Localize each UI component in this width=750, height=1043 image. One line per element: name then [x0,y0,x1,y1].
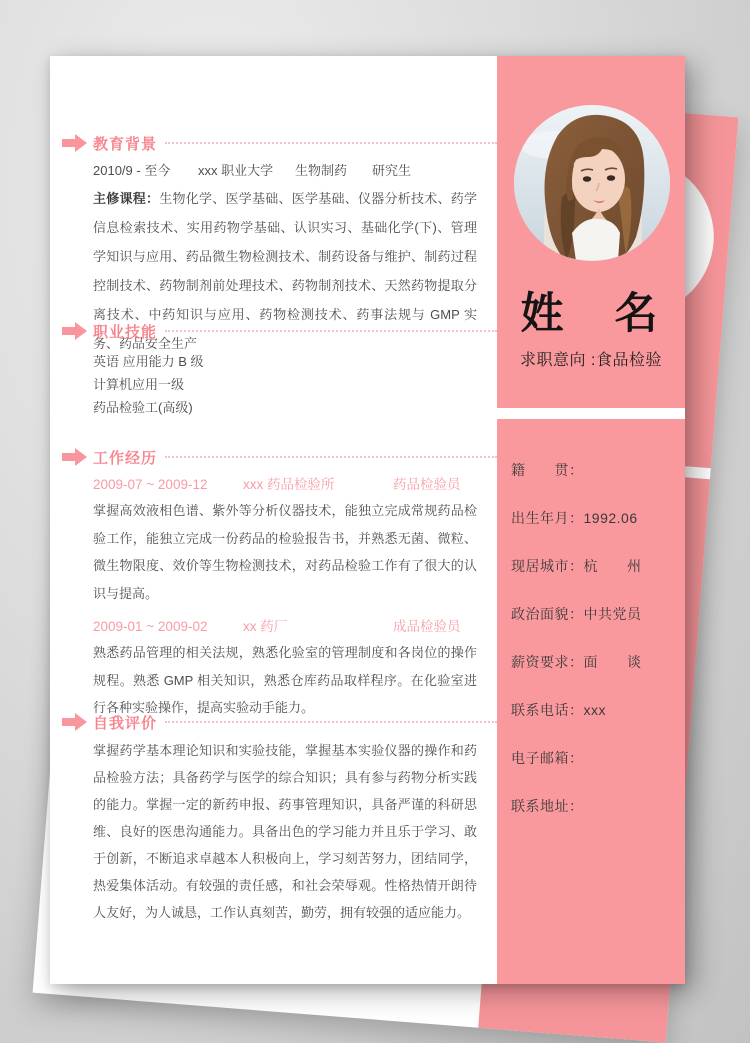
skill-item: 计算机应用一级 [93,377,185,392]
education-period: 2010/9 - 至今 [93,163,171,178]
job-period: 2009-07 ~ 2009-12 [93,477,208,492]
job-period: 2009-01 ~ 2009-02 [93,619,208,634]
section-evaluation-header [50,711,497,733]
arrow-icon [62,448,87,466]
section-title: 职业技能 [93,323,158,341]
sidebar-info-list [511,460,681,844]
section-title: 工作经历 [93,449,158,467]
info-item-email: 电子邮箱： [511,750,584,766]
job-company: xx 药厂 [243,619,288,634]
resume-sidebar [497,56,685,984]
info-item-salary: 薪资要求：面 谈 [511,654,642,670]
candidate-name: 姓 名 [520,290,662,338]
courses-label: 主修课程： [93,191,160,206]
arrow-icon [62,134,87,152]
portrait-illustration [514,105,670,261]
job-meta-row [93,477,479,493]
education-entry [93,162,479,180]
job-company: xxx 药品检验所 [243,477,335,492]
resume-main-column [50,56,497,984]
skill-item: 英语 应用能力 B 级 [93,354,204,369]
section-skills [50,320,497,415]
info-item-native-place: 籍 贯： [511,462,584,478]
job-role: 药品检验员 [393,477,461,492]
section-work [50,446,497,722]
dotted-divider [165,142,497,144]
arrow-icon [62,713,87,731]
info-item-address: 联系地址： [511,798,584,814]
job-description: 掌握高效液相色谱、紫外等分析仪器技术，能独立完成常规药品检验工作，能独立完成一份药品的检验报告书，并熟悉无菌、微粒、微生物限度、效价等生物检测技术，对药品检验工作有了很大的认识与提高。 [93,503,477,601]
courses-text: 生物化学、医学基础、医学基础、仪器分析技术、药学信息检索技术、实用药物学基础、认识实习、基础化学(下)、管理学知识与应用、药品微生物检测技术、制药设备与维护、制药过程控制技术、药物制剂前处理技术、药物制剂技术、天然药物提取分离技术、中药知识与应用、药物检测技术、药事法规与 GMP 实务、药品安全生产 [93,191,477,351]
education-school: xxx 职业大学 [198,163,274,178]
dotted-divider [165,721,497,723]
job-intent: 求职意向 :食品检验 [520,352,662,369]
resume-page [50,56,685,984]
education-degree: 研究生 [372,163,412,178]
info-item-political-status: 政治面貌：中共党员 [511,606,642,622]
section-title: 教育背景 [93,135,158,153]
section-title: 自我评价 [93,714,158,732]
info-item-current-city: 现居城市：杭 州 [511,558,642,574]
education-major: 生物制药 [295,163,348,178]
profile-photo [514,105,670,261]
section-work-header [50,446,497,468]
skill-item: 药品检验工(高级) [93,400,193,415]
info-item-birth-date: 出生年月：1992.06 [511,510,638,526]
job-description: 熟悉药品管理的相关法规，熟悉化验室的管理制度和各岗位的操作规程。熟悉 GMP 相关知识，熟悉仓库药品取样程序。在化验室进行各种实验操作，提高实验动手能力。 [93,645,477,715]
dotted-divider [165,456,497,458]
arrow-icon [62,322,87,340]
section-education-header [50,132,497,154]
section-skills-header [50,320,497,342]
evaluation-text: 掌握药学基本理论知识和实验技能，掌握基本实验仪器的操作和药品检验方法；具备药学与医学的综合知识；具有参与药物分析实践的能力。掌握一定的新药申报、药事管理知识，具备严谨的科研思维、良好的医患沟通能力。具备出色的学习能力并且乐于学习、敢于创新，不断追求卓越本人积极向上，学习刻苦努力，团结同学，热爱集体活动。有较强的责任感，和社会荣辱观。性格热情开朗待人友好，为人诚恳，工作认真刻苦，勤劳，拥有较强的适应能力。 [93,743,477,920]
dotted-divider [165,330,497,332]
section-evaluation [50,711,497,926]
job-meta-row [93,619,479,635]
info-item-phone: 联系电话：xxx [511,702,606,718]
sidebar-divider-band [497,408,685,419]
job-role: 成品检验员 [393,619,461,634]
